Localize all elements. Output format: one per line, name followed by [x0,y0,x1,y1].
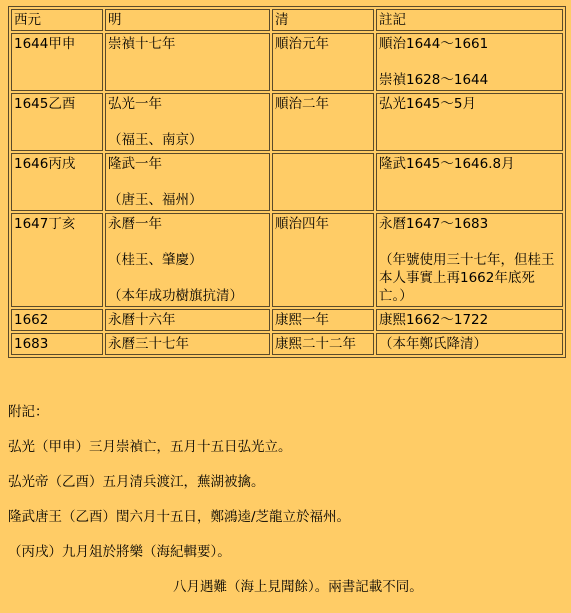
table-row [11,309,563,331]
cell-note [376,309,563,331]
era-table [8,6,566,358]
cell-line: 弘光一年 [108,96,162,112]
cell-line: 隆武1645～1646.8月 [379,156,515,172]
cell-line: 弘光1645～5月 [379,96,476,112]
cell-qing: 順治四年 [272,213,374,307]
cell-line: 隆武一年 [108,156,162,172]
cell-line: （福王、南京） [108,132,203,148]
cell-ming [105,333,270,355]
cell-line: 崇禎十七年 [108,36,176,52]
cell-qing: 順治二年 [272,93,374,151]
cell-ming [105,153,270,211]
cell-line: （本年成功樹旗抗清） [108,288,243,304]
table-row [11,33,563,91]
cell-line [108,233,267,251]
header-note: 註記 [376,9,563,31]
cell-qing: 康熙一年 [272,309,374,331]
cell-qing: 康熙二十二年 [272,333,374,355]
cell-note [376,33,563,91]
cell-year: 1644甲申 [11,33,103,91]
cell-line [108,269,267,287]
header-ming: 明 [105,9,270,31]
table-row [11,153,563,211]
cell-line: （本年鄭氏降清） [379,336,487,352]
table-row [11,93,563,151]
notes-section [8,403,563,613]
cell-line: （桂王、肇慶） [108,252,203,268]
note-line: 隆武唐王（乙酉）閏六月十五日，鄭鴻逵/芝龍立於福州。 [8,509,351,525]
cell-note [376,213,563,307]
cell-year: 1646丙戌 [11,153,103,211]
cell-note [376,93,563,151]
cell-line [108,173,267,191]
table-row [11,213,563,307]
note-line: 弘光（甲申）三月崇禎亡，五月十五日弘光立。 [8,439,292,455]
note-line: （丙戌）九月俎於將樂（海紀輯要）。 [8,544,231,560]
header-year: 西元 [11,9,103,31]
table-row [11,333,563,355]
cell-year: 1662 [11,309,103,331]
cell-line: 永曆三十七年 [108,336,189,352]
cell-line: 順治1644～1661 [379,36,489,52]
cell-line: （唐王、福州） [108,192,203,208]
cell-line [379,53,560,71]
cell-line [108,113,267,131]
cell-line: 永曆1647～1683 [379,216,489,232]
cell-ming [105,33,270,91]
cell-year: 1647丁亥 [11,213,103,307]
cell-note [376,333,563,355]
cell-line [379,233,560,251]
note-line: 弘光帝（乙酉）五月清兵渡江，蕪湖被擒。 [8,474,265,490]
header-qing: 清 [272,9,374,31]
notes-heading: 附記： [8,404,49,420]
cell-qing: 順治元年 [272,33,374,91]
cell-qing [272,153,374,211]
table-header-row [11,9,563,31]
cell-ming [105,93,270,151]
cell-line: 崇禎1628～1644 [379,72,489,88]
cell-year: 1645乙酉 [11,93,103,151]
cell-line: 永曆一年 [108,216,162,232]
cell-note [376,153,563,211]
cell-ming [105,309,270,331]
cell-year: 1683 [11,333,103,355]
cell-line: （年號使用三十七年，但桂王本人事實上再1662年底死亡。） [379,252,555,304]
note-line-last: 八月遇難（海上見聞餘）。兩書記載不同。 [173,579,423,595]
cell-line: 永曆十六年 [108,312,176,328]
cell-ming [105,213,270,307]
cell-line: 康熙1662～1722 [379,312,489,328]
